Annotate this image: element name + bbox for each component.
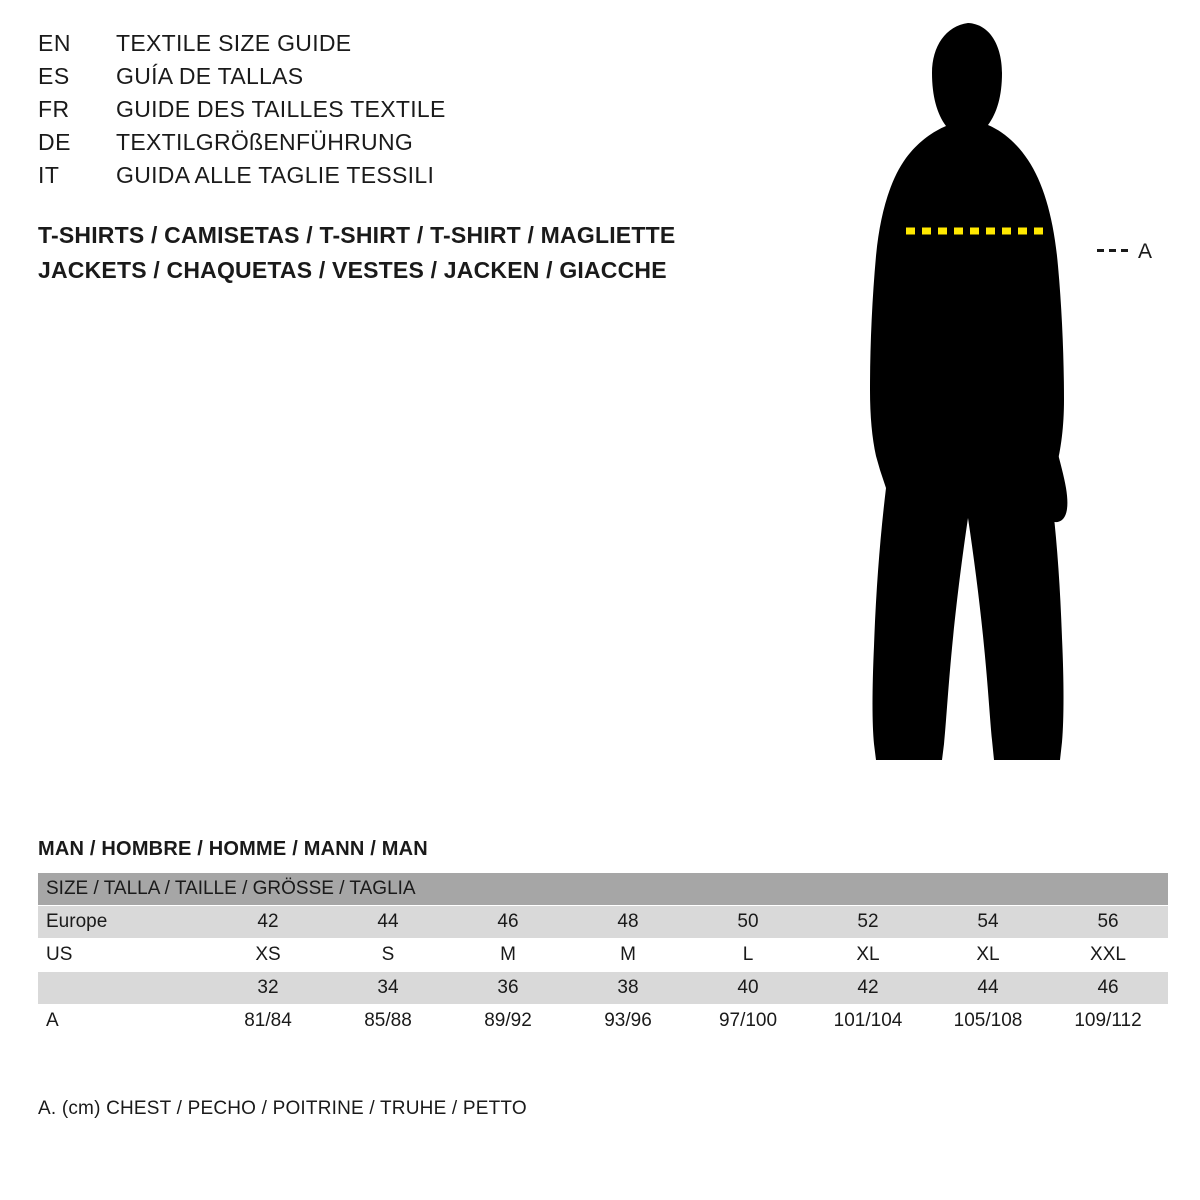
- language-list: [38, 30, 758, 195]
- language-code-en: EN: [38, 30, 71, 56]
- language-text-it: GUIDA ALLE TAGLIE TESSILI: [116, 162, 435, 188]
- language-row-en: [38, 30, 758, 63]
- row-label-numeric: [38, 972, 208, 1005]
- table-header-label: SIZE / TALLA / TAILLE / GRÖSSE / TAGLIA: [38, 873, 1168, 906]
- cell-us-8: XXL: [1048, 939, 1168, 972]
- table-section-title: MAN / HOMBRE / HOMME / MANN / MAN: [38, 838, 428, 860]
- size-table: [38, 873, 1168, 1038]
- language-text-es: GUÍA DE TALLAS: [116, 63, 304, 89]
- language-code-es: ES: [38, 63, 70, 89]
- cell-numeric-5: 40: [688, 972, 808, 1005]
- language-code-de: DE: [38, 129, 71, 155]
- cell-us-6: XL: [808, 939, 928, 972]
- category-tshirts: T-SHIRTS / CAMISETAS / T-SHIRT / T-SHIRT / MAGLIETTE: [38, 222, 676, 248]
- language-row-it: [38, 162, 758, 195]
- cell-us-4: M: [568, 939, 688, 972]
- row-label-us: US: [38, 939, 208, 972]
- table-header-row: [38, 873, 1168, 906]
- body-silhouette-figure: [820, 18, 1180, 788]
- row-label-europe: Europe: [38, 906, 208, 939]
- cell-europe-2: 44: [328, 906, 448, 939]
- cell-numeric-3: 36: [448, 972, 568, 1005]
- cell-europe-5: 50: [688, 906, 808, 939]
- cell-europe-4: 48: [568, 906, 688, 939]
- cell-europe-3: 46: [448, 906, 568, 939]
- footnote-chest: A. (cm) CHEST / PECHO / POITRINE / TRUHE / PETTO: [38, 1098, 527, 1119]
- measure-label-a: A: [1138, 240, 1153, 263]
- cell-us-5: L: [688, 939, 808, 972]
- cell-numeric-8: 46: [1048, 972, 1168, 1005]
- cell-us-1: XS: [208, 939, 328, 972]
- row-label-a: A: [38, 1005, 208, 1038]
- language-row-de: [38, 129, 758, 162]
- language-text-fr: GUIDE DES TAILLES TEXTILE: [116, 96, 446, 122]
- language-code-it: IT: [38, 162, 60, 188]
- cell-numeric-7: 44: [928, 972, 1048, 1005]
- cell-a-1: 81/84: [208, 1005, 328, 1038]
- language-row-es: [38, 63, 758, 96]
- cell-numeric-1: 32: [208, 972, 328, 1005]
- cell-us-3: M: [448, 939, 568, 972]
- man-silhouette-icon: [820, 18, 1180, 788]
- table-row: [38, 906, 1168, 939]
- measure-leader-line: [1097, 249, 1131, 252]
- table-row: [38, 972, 1168, 1005]
- cell-a-2: 85/88: [328, 1005, 448, 1038]
- cell-europe-8: 56: [1048, 906, 1168, 939]
- language-code-fr: FR: [38, 96, 70, 122]
- cell-europe-7: 54: [928, 906, 1048, 939]
- cell-a-5: 97/100: [688, 1005, 808, 1038]
- cell-europe-6: 52: [808, 906, 928, 939]
- language-row-fr: [38, 96, 758, 129]
- size-table-section: [38, 838, 1168, 1038]
- cell-a-7: 105/108: [928, 1005, 1048, 1038]
- language-text-de: TEXTILGRÖßENFÜHRUNG: [116, 129, 414, 155]
- cell-numeric-6: 42: [808, 972, 928, 1005]
- cell-a-8: 109/112: [1048, 1005, 1168, 1038]
- cell-numeric-2: 34: [328, 972, 448, 1005]
- cell-a-6: 101/104: [808, 1005, 928, 1038]
- category-jackets: JACKETS / CHAQUETAS / VESTES / JACKEN / GIACCHE: [38, 257, 667, 283]
- table-row: [38, 939, 1168, 972]
- cell-a-3: 89/92: [448, 1005, 568, 1038]
- cell-europe-1: 42: [208, 906, 328, 939]
- cell-us-2: S: [328, 939, 448, 972]
- cell-us-7: XL: [928, 939, 1048, 972]
- cell-numeric-4: 38: [568, 972, 688, 1005]
- language-text-en: TEXTILE SIZE GUIDE: [116, 30, 352, 56]
- table-row: [38, 1005, 1168, 1038]
- category-headings: [38, 218, 798, 288]
- cell-a-4: 93/96: [568, 1005, 688, 1038]
